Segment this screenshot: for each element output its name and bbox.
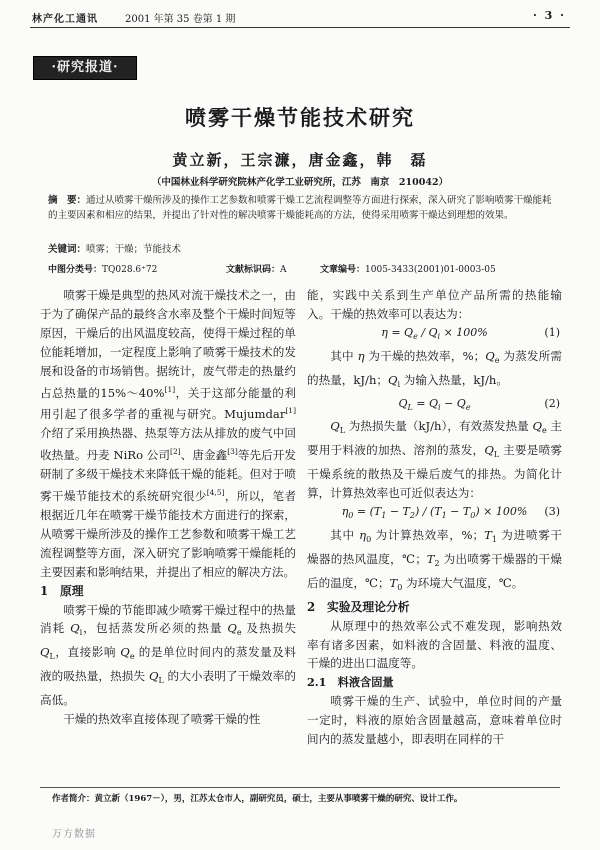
citation: [1] [285,406,296,416]
doc-code-value: A [280,265,287,275]
article-number-label: 文章编号： [320,265,366,275]
equation-1-explanation: 其中 η 为干燥的热效率，%；$Q_e$ 为蒸发所需的热量，kJ/h；$Q_i$ 为输入热量，kJ/h。 [307,348,563,389]
author-footnote [52,792,562,804]
abstract-label: 摘 要： [48,195,87,206]
intro-paragraph: 喷雾干燥是典型的热风对流干燥技术之一，由于为了确保产品的最终含水率及整个干燥时间短等原因，干燥后的出风温度较高，使得干燥过程的单位能耗增加，一定程度上影响了喷雾干燥技术的发展和设备的市场销售。据统计，废气带走的热量约占总热量的15%～40%[1]，关于这部分能量的利用引起了很多学者的重视与研究。Mujumdar[1]介绍了采用换热器、热泵等方法从排放的废气中回收热量。丹麦 NiRo 公司[2]、唐金鑫[3]等先后开发研制了多级干燥技术来降低干燥的能耗。但对于喷雾干燥节能技术的系统研究很少[4,5]，所以，笔者根据近几年在喷雾干燥节能技术方面进行的探索，从喷雾干燥所涉及的操作工艺参数和喷雾干燥工艺流程调整等方面，深入研究了影响喷雾干燥能耗的主要因素和影响结果，并提出了相应的解决方法。 [40,288,296,579]
keywords-text: 喷雾；干燥；节能技术 [86,244,182,255]
equation-number: (3) [544,505,560,519]
paper-title: 喷雾干燥节能技术研究 [185,105,415,130]
citation: [1] [164,384,176,394]
clc-value: TQ028.6⁺72 [102,265,158,275]
experiment-paragraph: 从原理中的热效率公式不难发现，影响热效率有诸多因素，如料液的含固量、料液的温度、干燥的进出口温度等。 [307,618,562,671]
section-badge: ·研究报道· [33,56,137,80]
keywords-label: 关键词： [48,244,87,255]
equation-3: $\eta_0 = (T_1 - T_2) / (T_1 - T_0) \times 100\%$ (3) [341,505,560,521]
document-code [226,262,287,275]
footnote-text: 黄立新（1967－），男，江苏太仓市人，副研究员，硕士，主要从事喷雾干燥的研究、设计工作。 [94,794,463,804]
clc-label: 中图分类号： [48,265,103,275]
equation-number: (2) [544,396,560,410]
keywords [48,243,556,257]
section-heading-experiment: 2 实验及理论分析 [307,599,410,614]
efficiency-paragraph-cont: 能，实践中关系到生产单位产品所需的热能输入。干燥的热效率可以表达为： [307,288,562,321]
citation: [2] [170,447,181,457]
doc-code-label: 文献标识码： [226,265,281,275]
page-number: · 3 · [533,9,566,22]
left-column [40,286,296,729]
footnote-label: 作者简介： [52,794,95,804]
subsection-heading-solids: 2.1 料液含固量 [307,675,394,690]
journal-name: 林产化工通讯 [32,14,98,25]
equation-2: $Q_L = Q_i - Q_e$ (2) [398,396,560,412]
affiliation: （中国林业科学研究院林产化学工业研究所，江苏 南京 210042） [151,177,449,188]
abstract-text: 通过从喷雾干燥所涉及的操作工艺参数和喷雾干燥工艺流程调整等方面进行探索，深入研究了影响喷雾干燥能耗的主要因素和相应的结果，并提出了针对性的解决喷雾干燥能耗高的方法，使得采用喷雾干燥达到理想的效果。 [48,195,552,221]
header-rule [30,27,570,28]
efficiency-paragraph: 干燥的热效率直接体现了喷雾干燥的性 [63,712,261,727]
issue-info: 2001 年第 35 卷第 1 期 [125,14,236,25]
clc-number [48,262,157,275]
article-number-value: 1005-3433(2001)01-0003-05 [365,265,496,275]
principle-paragraph: 喷雾干燥的节能即减少喷雾干燥过程中的热量消耗 $Q_i$，包括蒸发所必须的热量 $Q_e$ 及热损失 $Q_L$，直接影响 $Q_e$ 的是单位时间内的蒸发量及料液的吸热量，热损失 $Q_L$ 的大小表明了干燥效率的高低。 [40,602,297,708]
equation-3-explanation: 其中 $\eta_0$ 为计算热效率，%；$T_1$ 为进喷雾干燥器的热风温度，℃；$T_2$ 为出喷雾干燥器的干燥后的温度，℃；$T_0$ 为环境大气温度，℃。 [307,527,563,592]
article-number [320,262,496,275]
citation: [4,5] [206,488,225,498]
section-heading-principle: 1 原理 [40,583,84,598]
citation: [3] [227,447,238,457]
author-list: 黄立新，王宗濂，唐金鑫，韩 磊 [172,151,428,169]
equation-number: (1) [544,325,560,339]
right-column [307,286,562,749]
heat-loss-paragraph: $Q_L$ 为热损失量（kJ/h），有效蒸发热量 $Q_e$ 主要用于料液的加热、溶剂的蒸发，$Q_L$ 主要是喷雾干燥系统的散热及干燥后废气的排热。为简化计算，计算热效率也可近似表达为： [307,419,562,501]
abstract [48,193,556,223]
equation-1: $\eta = Q_e / Q_i \times 100\%$ (1) [381,325,560,341]
footnote-rule [40,787,560,788]
watermark: 万方数据 [52,829,96,840]
solids-paragraph: 喷雾干燥的生产、试验中，单位时间的产量一定时，料液的原始含固量越高，意味着单位时间内的蒸发量越小，即表明在同样的干 [307,694,562,747]
